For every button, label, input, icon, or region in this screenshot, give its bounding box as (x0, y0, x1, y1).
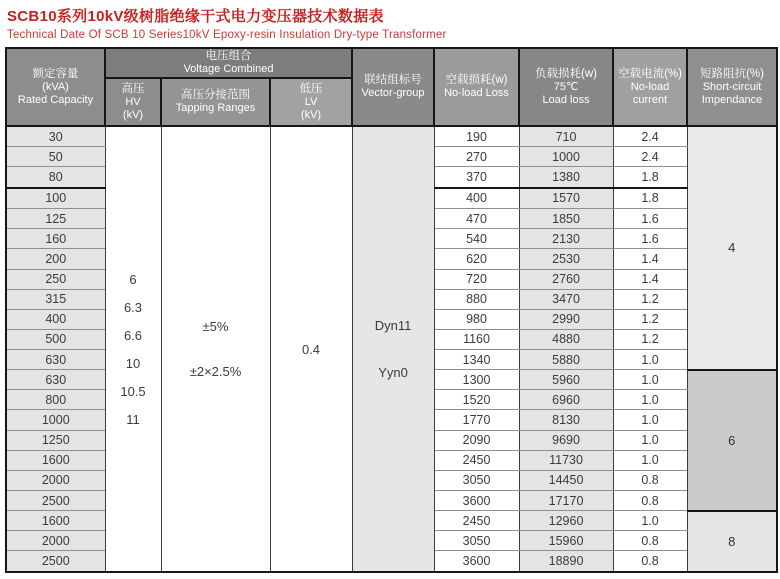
capacity-cell: 800 (6, 390, 105, 410)
load-loss-cell: 710 (519, 126, 613, 147)
noload-current-cell: 1.0 (613, 350, 687, 370)
noload-loss-cell: 270 (434, 147, 519, 167)
lv-cell: 0.4 (270, 126, 352, 572)
capacity-cell: 30 (6, 126, 105, 147)
noload-current-cell: 1.4 (613, 249, 687, 269)
header-label: No-load Loss (444, 87, 509, 100)
capacity-cell: 2500 (6, 491, 105, 511)
vector-group-cell-value: Yyn0 (378, 365, 408, 380)
noload-loss-cell: 400 (434, 188, 519, 209)
noload-loss-cell: 3050 (434, 470, 519, 490)
noload-loss-cell: 470 (434, 209, 519, 229)
noload-current-cell: 1.2 (613, 289, 687, 309)
capacity-cell: 1250 (6, 430, 105, 450)
noload-current-cell: 1.0 (613, 511, 687, 531)
noload-current-cell: 1.0 (613, 430, 687, 450)
header-label: (kVA) (42, 80, 69, 93)
header-label: 联结组标号 (364, 74, 422, 87)
page-subtitle: Technical Date Of SCB 10 Series10kV Epoxy-resin Insulation Dry-type Transformer (7, 29, 447, 41)
capacity-cell: 400 (6, 309, 105, 329)
header-vector-group (352, 48, 434, 126)
vector-group-cell-value: Dyn11 (374, 318, 412, 333)
header-label: current (632, 94, 668, 106)
noload-loss-cell: 3050 (434, 531, 519, 551)
header-label: 空载电流(%) (618, 67, 682, 80)
capacity-cell: 2500 (6, 551, 105, 572)
load-loss-cell: 2760 (519, 269, 613, 289)
hv-cell-value: 6.6 (123, 327, 143, 343)
load-loss-cell: 17170 (519, 491, 613, 511)
load-loss-cell: 14450 (519, 470, 613, 490)
hv-cell-value: 6.3 (123, 299, 143, 315)
impedance-cell: 6 (687, 370, 777, 511)
noload-current-cell: 1.2 (613, 309, 687, 329)
noload-current-cell: 1.8 (613, 188, 687, 209)
noload-loss-cell: 540 (434, 229, 519, 249)
header-label: 负载损耗(w) (535, 67, 598, 80)
header-label: 短路阻抗(%) (700, 67, 764, 80)
header-label: 电压组合 (205, 50, 252, 63)
capacity-cell: 125 (6, 209, 105, 229)
capacity-cell: 2000 (6, 531, 105, 551)
noload-loss-cell: 2450 (434, 511, 519, 531)
noload-loss-cell: 1520 (434, 390, 519, 410)
load-loss-cell: 5880 (519, 350, 613, 370)
load-loss-cell: 6960 (519, 390, 613, 410)
load-loss-cell: 11730 (519, 450, 613, 470)
header-label: (kV) (300, 109, 322, 121)
load-loss-cell: 18890 (519, 551, 613, 572)
tapping-cell-value: ±5% (202, 319, 229, 334)
noload-current-cell: 1.2 (613, 329, 687, 349)
header-label: (kV) (122, 109, 144, 121)
load-loss-cell: 9690 (519, 430, 613, 450)
load-loss-cell: 15960 (519, 531, 613, 551)
header-row-1 (6, 48, 777, 78)
load-loss-cell: 1570 (519, 188, 613, 209)
capacity-cell: 1600 (6, 450, 105, 470)
header-label: Load loss (542, 94, 590, 106)
noload-current-cell: 1.0 (613, 410, 687, 430)
hv-cell-value: 6 (129, 271, 137, 287)
vector-group-cell (352, 126, 434, 572)
capacity-cell: 1600 (6, 511, 105, 531)
load-loss-cell: 1380 (519, 167, 613, 188)
capacity-cell: 80 (6, 167, 105, 188)
capacity-cell: 630 (6, 370, 105, 390)
vector-group-cell-stack (353, 302, 434, 396)
hv-cell-value: 11 (126, 411, 140, 427)
capacity-cell: 2000 (6, 470, 105, 490)
noload-current-cell: 1.6 (613, 209, 687, 229)
table-body (6, 126, 777, 572)
load-loss-cell: 12960 (519, 511, 613, 531)
noload-current-cell: 1.4 (613, 269, 687, 289)
noload-loss-cell: 3600 (434, 491, 519, 511)
header-short-circuit-impedance (687, 48, 777, 126)
capacity-cell: 160 (6, 229, 105, 249)
noload-current-cell: 1.0 (613, 370, 687, 390)
header-label: Rated Capacity (17, 94, 94, 106)
hv-cell-value: 10 (125, 355, 141, 371)
noload-current-cell: 1.0 (613, 450, 687, 470)
capacity-cell: 315 (6, 289, 105, 309)
header-label: 高压分接范围 (181, 89, 250, 102)
header-label: Impendance (701, 94, 763, 106)
table-header (6, 48, 777, 126)
header-label: Tapping Ranges (175, 102, 256, 115)
capacity-cell: 100 (6, 188, 105, 209)
header-label: HV (125, 95, 141, 108)
header-label: Voltage Combined (183, 63, 274, 76)
load-loss-cell: 2990 (519, 309, 613, 329)
load-loss-cell: 8130 (519, 410, 613, 430)
impedance-cell: 8 (687, 511, 777, 572)
capacity-cell: 500 (6, 329, 105, 349)
noload-loss-cell: 2450 (434, 450, 519, 470)
tapping-cell-value: ±2×2.5% (189, 364, 242, 379)
header-label: 高压 (121, 82, 145, 95)
noload-loss-cell: 720 (434, 269, 519, 289)
header-label: Short-circuit (702, 80, 762, 93)
capacity-cell: 250 (6, 269, 105, 289)
noload-current-cell: 0.8 (613, 531, 687, 551)
noload-loss-cell: 980 (434, 309, 519, 329)
load-loss-cell: 2530 (519, 249, 613, 269)
capacity-cell: 200 (6, 249, 105, 269)
tapping-cell-stack (162, 304, 270, 394)
noload-loss-cell: 1160 (434, 329, 519, 349)
noload-loss-cell: 880 (434, 289, 519, 309)
header-label: 75℃ (553, 80, 579, 93)
load-loss-cell: 2130 (519, 229, 613, 249)
header-voltage-combined (105, 48, 352, 78)
noload-current-cell: 1.0 (613, 390, 687, 410)
load-loss-cell: 4880 (519, 329, 613, 349)
noload-loss-cell: 3600 (434, 551, 519, 572)
table-row (6, 126, 777, 147)
noload-loss-cell: 1340 (434, 350, 519, 370)
noload-loss-cell: 370 (434, 167, 519, 188)
noload-loss-cell: 620 (434, 249, 519, 269)
header-hv (105, 78, 161, 126)
load-loss-cell: 1850 (519, 209, 613, 229)
load-loss-cell: 5960 (519, 370, 613, 390)
impedance-cell: 4 (687, 126, 777, 370)
capacity-cell: 1000 (6, 410, 105, 430)
load-loss-cell: 3470 (519, 289, 613, 309)
noload-current-cell: 2.4 (613, 147, 687, 167)
header-label: Vector-group (361, 87, 425, 100)
header-lv (270, 78, 352, 126)
header-label: 低压 (299, 82, 323, 95)
noload-current-cell: 0.8 (613, 551, 687, 572)
header-noload-loss (434, 48, 519, 126)
tapping-cell (161, 126, 270, 572)
header-label: LV (304, 95, 318, 108)
noload-loss-cell: 1770 (434, 410, 519, 430)
noload-current-cell: 2.4 (613, 126, 687, 147)
header-rated-capacity (6, 48, 105, 126)
transformer-data-table (5, 47, 778, 573)
capacity-cell: 630 (6, 350, 105, 370)
load-loss-cell: 1000 (519, 147, 613, 167)
hv-cell-value: 10.5 (120, 383, 146, 399)
noload-current-cell: 0.8 (613, 470, 687, 490)
header-tapping-ranges (161, 78, 270, 126)
noload-current-cell: 1.6 (613, 229, 687, 249)
page-title: SCB10系列10kV级树脂绝缘干式电力变压器技术数据表 (7, 8, 384, 25)
noload-loss-cell: 190 (434, 126, 519, 147)
noload-loss-cell: 2090 (434, 430, 519, 450)
noload-current-cell: 1.8 (613, 167, 687, 188)
noload-current-cell: 0.8 (613, 491, 687, 511)
header-noload-current (613, 48, 687, 126)
header-label: No-load (630, 80, 670, 93)
hv-cell (105, 126, 161, 572)
header-load-loss (519, 48, 613, 126)
noload-loss-cell: 1300 (434, 370, 519, 390)
header-label: 额定容量 (32, 67, 79, 80)
capacity-cell: 50 (6, 147, 105, 167)
header-label: 空载损耗(w) (445, 74, 508, 87)
hv-cell-stack (106, 265, 161, 433)
